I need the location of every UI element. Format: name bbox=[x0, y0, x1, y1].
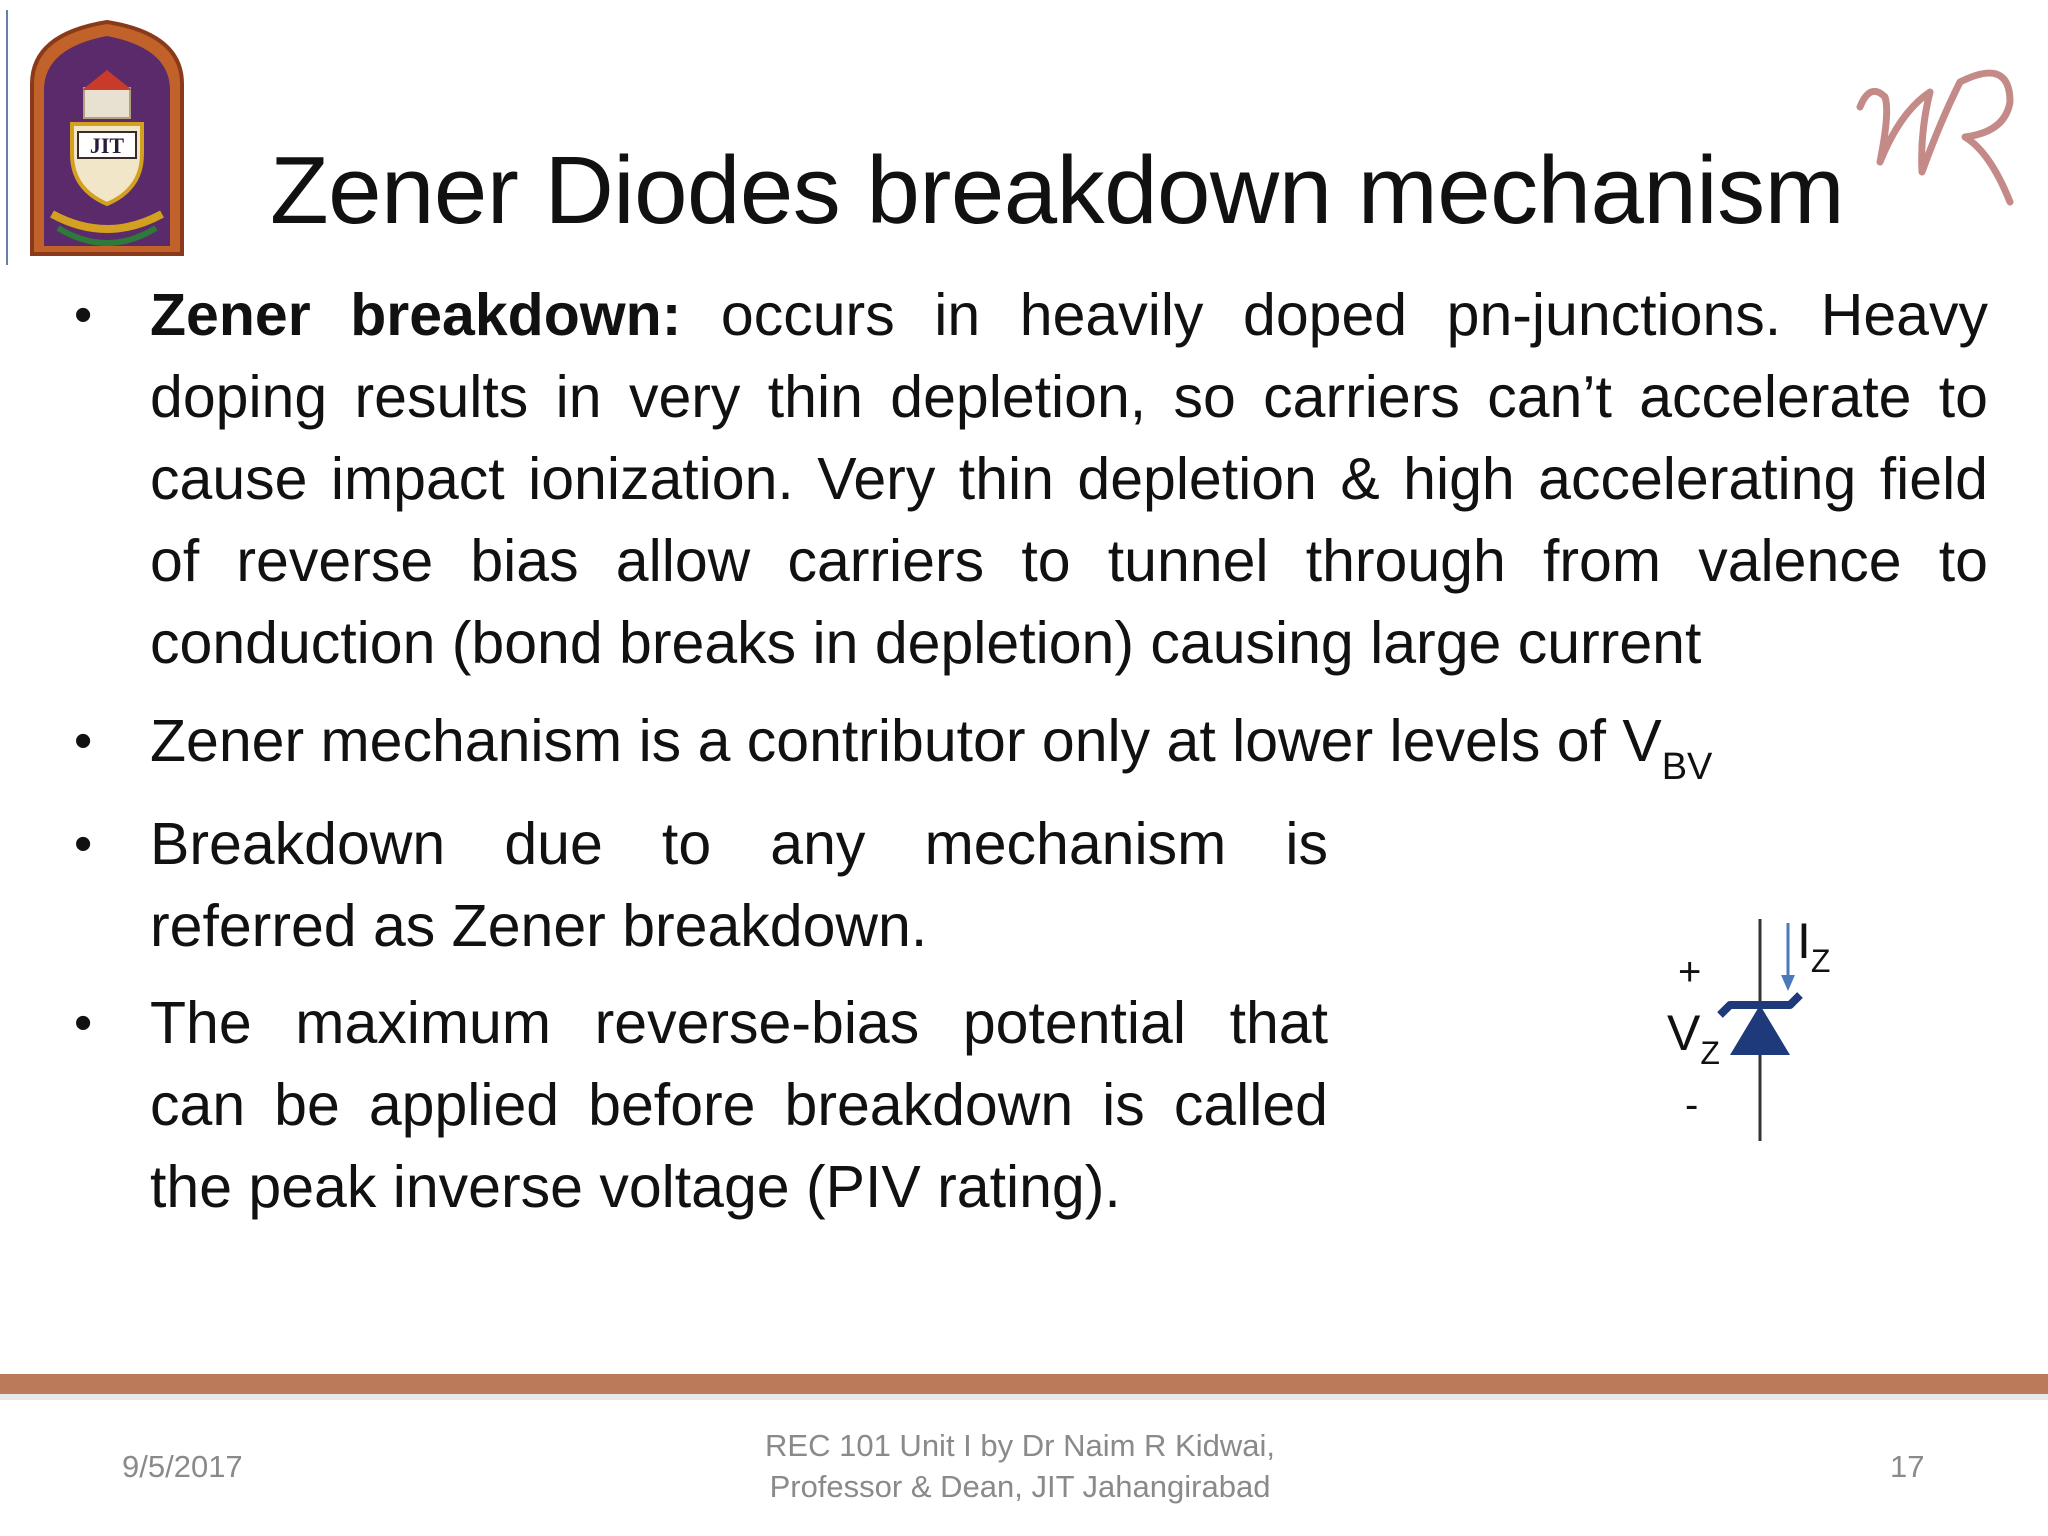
current-label-main: I bbox=[1797, 913, 1811, 969]
logo-text: JIT bbox=[89, 133, 125, 158]
bullet-lead: Zener breakdown: bbox=[150, 282, 682, 348]
bullet-subscript: BV bbox=[1661, 746, 1713, 788]
bullet-dot: • bbox=[74, 286, 93, 344]
footer-shadow bbox=[0, 1394, 2048, 1400]
bullet-dot: • bbox=[74, 994, 93, 1052]
bullet-zener-mechanism bbox=[74, 700, 1988, 790]
bullet-piv bbox=[74, 982, 1328, 1228]
footer-credit-line2: Professor & Dean, JIT Jahangirabad bbox=[769, 1469, 1271, 1504]
footer-date: 9/5/2017 bbox=[122, 1449, 243, 1484]
bullet-text: The maximum reverse-bias potential that can be applied before breakdown is called the peak inverse voltage (PIV rating). bbox=[150, 990, 1328, 1220]
nr-monogram bbox=[1850, 52, 2020, 212]
slide-title: Zener Diodes breakdown mechanism bbox=[270, 137, 1845, 244]
voltage-label bbox=[1667, 1005, 1720, 1071]
current-label bbox=[1797, 913, 1831, 979]
bullet-dot: • bbox=[74, 815, 93, 873]
voltage-label-main: V bbox=[1667, 1005, 1701, 1061]
bullet-zener-breakdown bbox=[74, 274, 1988, 684]
current-arrow-head bbox=[1781, 975, 1795, 991]
bullet-text: Zener mechanism is a contributor only at lower levels of V bbox=[150, 708, 1662, 774]
footer-credit-line1: REC 101 Unit I by Dr Naim R Kidwai, bbox=[765, 1428, 1275, 1463]
bullet-breakdown-any bbox=[74, 803, 1328, 967]
page-number: 17 bbox=[1890, 1449, 1925, 1484]
bullet-text: Breakdown due to any mechanism is referred as Zener breakdown. bbox=[150, 811, 1328, 959]
voltage-plus-label: + bbox=[1678, 950, 1702, 994]
bullet-text: occurs in heavily doped pn-junctions. Heavy doping results in very thin depletion, so carriers can’t accelerate to cause impact ionization. Very thin depletion & high accelerating field of reverse bias allow carriers to tunnel through from valence to conduction (bond breaks in depletion) causing large current bbox=[150, 282, 1988, 676]
voltage-minus-label: - bbox=[1685, 1083, 1699, 1127]
footer-credit bbox=[700, 1425, 1340, 1507]
left-border-line bbox=[6, 10, 8, 265]
current-label-sub: Z bbox=[1810, 943, 1831, 979]
diode-triangle bbox=[1730, 1005, 1790, 1055]
footer-bar bbox=[0, 1374, 2048, 1394]
voltage-label-sub: Z bbox=[1700, 1035, 1720, 1071]
bullet-dot: • bbox=[74, 712, 93, 770]
jit-logo bbox=[12, 14, 202, 258]
